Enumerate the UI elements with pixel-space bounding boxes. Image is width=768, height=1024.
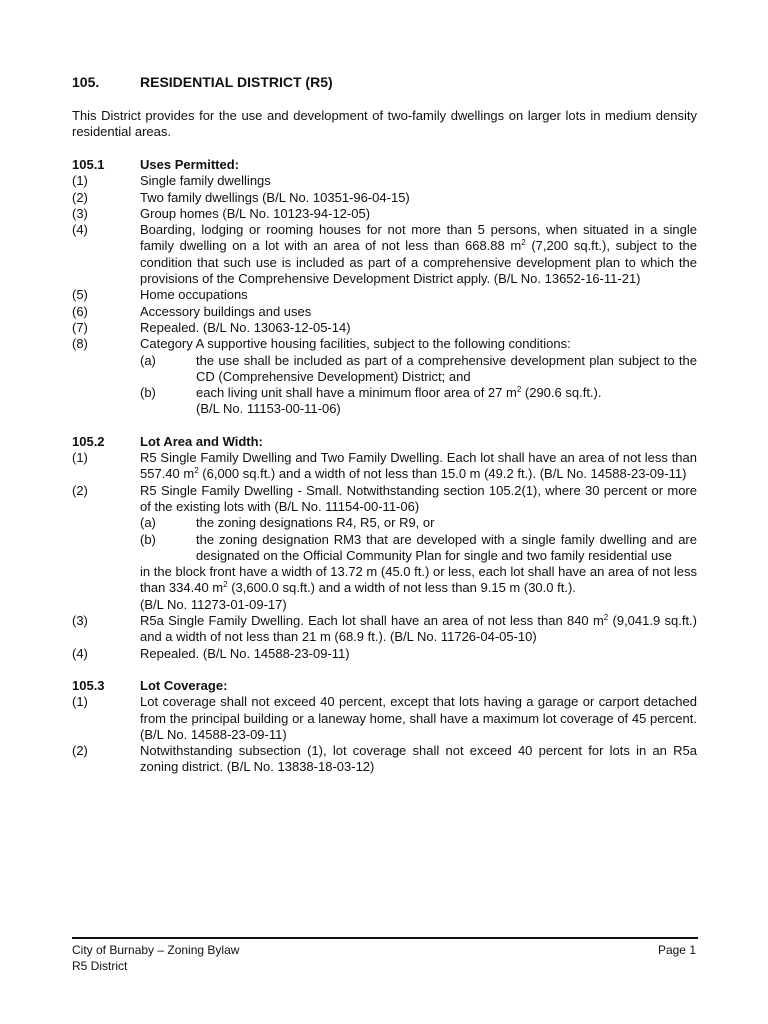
section-heading — [72, 157, 697, 173]
footer-document-name: City of Burnaby – Zoning Bylaw — [72, 943, 240, 957]
superscript: 2 — [223, 580, 228, 590]
item-text: Category A supportive housing facilities, subject to the following conditions: — [140, 336, 571, 352]
item-label: (1) — [72, 694, 88, 710]
list-item — [72, 206, 697, 222]
section-number: 105.3 — [72, 677, 105, 693]
footer-district-name: R5 District — [72, 958, 128, 973]
item-text: Two family dwellings (B/L No. 10351-96-04-15) — [140, 189, 410, 205]
item-label: (2) — [72, 482, 88, 498]
bylaw-reference: (B/L No. 11273-01-09-17) — [140, 596, 287, 612]
list-item — [72, 222, 697, 287]
item-label: (6) — [72, 303, 88, 319]
sub-item-label: (a) — [140, 352, 156, 368]
list-item — [72, 646, 697, 662]
sub-item-text — [196, 385, 697, 401]
superscript: 2 — [521, 238, 526, 248]
item-body — [140, 336, 697, 417]
item-text-part: R5a Single Family Dwelling. Each lot shall have an area of not less than 840 m — [140, 613, 604, 629]
item-label: (5) — [72, 287, 88, 303]
sub-item — [140, 532, 697, 565]
item-text: Repealed. (B/L No. 13063-12-05-14) — [140, 319, 351, 335]
item-text-part: (9,041.9 sq.ft.) and a width of not less than 21 m (68.9 ft.). (B/L No. 11726-04-05-10) — [140, 613, 697, 645]
item-text-part: Boarding, lodging or rooming houses for not more than 5 persons, when situated in a single family dwelling on a lot with an area of not less than 668.88 m — [140, 222, 697, 254]
list-item — [72, 743, 697, 776]
sub-item-text: the zoning designation RM3 that are developed with a single family dwelling and are designated on the Official Community Plan for single and two family residential use — [196, 531, 697, 563]
section-title: Lot Area and Width: — [140, 433, 263, 449]
item-text-part: (3,600.0 sq.ft.) and a width of not less than 9.15 m (30.0 ft.). — [227, 580, 576, 596]
list-item — [72, 320, 697, 336]
item-text: Accessory buildings and uses — [140, 303, 312, 319]
item-text-part: R5 Single Family Dwelling and Two Family Dwelling. Each lot shall have an area of not less than 557.40 m — [140, 450, 697, 482]
section-number: 105.2 — [72, 433, 105, 449]
item-text: Home occupations — [140, 287, 248, 303]
item-text: Notwithstanding subsection (1), lot coverage shall not exceed 40 percent for lots in an R5a zoning district. (B/L No. 13838-18-03-12) — [140, 743, 697, 775]
item-label: (3) — [72, 205, 88, 221]
list-item — [72, 694, 697, 743]
page-footer — [72, 943, 696, 974]
item-text: Group homes (B/L No. 10123-94-12-05) — [140, 205, 371, 221]
intro-paragraph: This District provides for the use and development of two-family dwellings on larger lots in medium density residential areas. — [72, 108, 697, 140]
sub-item-label: (b) — [140, 385, 156, 401]
list-item — [72, 190, 697, 206]
sub-item — [140, 353, 697, 386]
item-label: (2) — [72, 743, 88, 759]
section-heading — [72, 434, 697, 450]
item-text: R5 Single Family Dwelling - Small. Notwithstanding section 105.2(1), where 30 percent or more of the existing lots with (B/L No. 11154-00-11-06) — [140, 482, 697, 514]
list-item — [72, 450, 697, 483]
item-label: (8) — [72, 336, 88, 352]
list-item — [72, 287, 697, 303]
page-number: Page 1 — [657, 943, 696, 957]
superscript: 2 — [603, 613, 609, 623]
title-text: RESIDENTIAL DISTRICT (R5) — [140, 74, 333, 90]
item-label: (1) — [72, 173, 88, 189]
title-number: 105. — [72, 74, 100, 90]
section-title: Uses Permitted: — [140, 157, 239, 172]
sub-item — [140, 515, 697, 531]
item-continuation — [140, 564, 697, 597]
section-105-3 — [72, 678, 697, 776]
sub-item-label: (a) — [140, 515, 156, 531]
list-item — [72, 173, 697, 189]
item-text — [140, 613, 697, 646]
list-item — [72, 304, 697, 320]
sub-item-text-part: each living unit shall have a minimum floor area of 27 m — [196, 385, 517, 401]
section-title: Lot Coverage: — [140, 677, 228, 693]
section-heading — [72, 678, 697, 694]
item-label: (1) — [72, 450, 88, 466]
section-105-1 — [72, 157, 697, 418]
item-text: Repealed. (B/L No. 14588-23-09-11) — [140, 645, 350, 661]
item-text-part: (7,200 sq.ft.), subject to the condition that such use is included as part of a comprehensive development plan to which the provisions of the Comprehensive Development District apply. (B/L No. 13652-16-11-21) — [140, 238, 697, 287]
superscript: 2 — [516, 385, 522, 395]
sub-item-text: the use shall be included as part of a comprehensive development plan subject to the CD (Comprehensive Development) District; and — [196, 352, 697, 384]
sub-item — [140, 385, 697, 418]
sub-item-label: (b) — [140, 531, 156, 547]
item-label: (7) — [72, 319, 88, 335]
sub-item-body — [196, 385, 697, 418]
section-105-2 — [72, 434, 697, 662]
sections — [72, 157, 697, 792]
list-item — [72, 613, 697, 646]
item-label: (4) — [72, 222, 88, 238]
bylaw-reference: (B/L No. 11153-00-11-06) — [196, 401, 341, 417]
footer-divider — [72, 937, 698, 939]
sub-item-text-part: (290.6 sq.ft.). — [521, 385, 602, 401]
item-text-part: in the block front have a width of 13.72 m (45.0 ft.) or less, each lot shall have an area of not less than 334.40 m — [140, 564, 697, 596]
item-text — [140, 222, 697, 287]
superscript: 2 — [194, 466, 199, 476]
sub-item-text: the zoning designations R4, R5, or R9, or — [196, 515, 435, 531]
item-text — [140, 450, 697, 483]
list-item — [72, 483, 697, 613]
item-text: Lot coverage shall not exceed 40 percent, except that lots having a garage or carport detached from the principal building or a laneway home, shall have a maximum lot coverage of 45 percent. (B/L No. 14588-23-09-11) — [140, 694, 697, 742]
item-text: Single family dwellings — [140, 173, 271, 189]
item-label: (3) — [72, 613, 88, 629]
list-item — [72, 336, 697, 417]
item-text-part: (6,000 sq.ft.) and a width of not less than 15.0 m (49.2 ft.). (B/L No. 14588-23-09-11) — [198, 466, 687, 482]
item-body — [140, 483, 697, 613]
item-label: (4) — [72, 645, 88, 661]
section-number: 105.1 — [72, 157, 105, 172]
item-label: (2) — [72, 189, 88, 205]
